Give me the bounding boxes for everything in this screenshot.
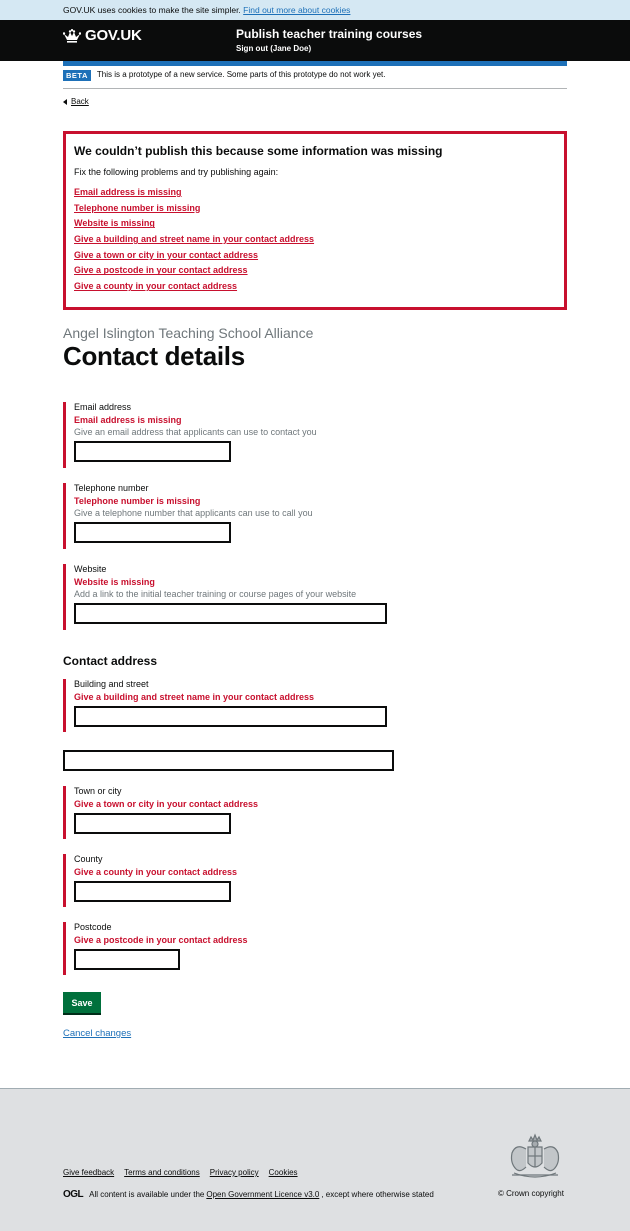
cookie-info-link[interactable]: Find out more about cookies: [243, 5, 351, 15]
telephone-form-group: [63, 483, 313, 549]
back-arrow-icon: [63, 99, 67, 105]
back-link-label: Back: [71, 97, 89, 106]
beta-tag: BETA: [63, 70, 91, 81]
email-error: Email address is missing: [74, 415, 182, 425]
building-label: Building and street: [74, 679, 149, 689]
county-label: County: [74, 854, 103, 864]
error-summary-title: We couldn’t publish this because some information was missing: [74, 144, 443, 158]
crown-icon: [63, 29, 81, 43]
cancel-changes-link[interactable]: Cancel changes: [63, 1028, 132, 1039]
county-input[interactable]: [74, 881, 231, 902]
back-link[interactable]: [63, 97, 89, 106]
phase-banner: [63, 70, 567, 89]
website-hint: Add a link to the initial teacher training or course pages of your website: [74, 589, 357, 599]
town-input[interactable]: [74, 813, 231, 834]
website-error: Website is missing: [74, 577, 155, 587]
service-name[interactable]: Publish teacher training courses: [236, 27, 423, 41]
licence-link[interactable]: Open Government Licence v3.0: [206, 1190, 320, 1199]
error-link-telephone[interactable]: Telephone number is missing: [74, 202, 201, 213]
postcode-label: Postcode: [74, 922, 112, 932]
county-form-group: [63, 854, 237, 907]
town-label: Town or city: [74, 786, 122, 796]
building-line2-input[interactable]: [63, 750, 394, 771]
postcode-form-group: [63, 922, 248, 975]
phase-banner-text: This is a prototype of a new service. Some parts of this prototype do not work yet.: [96, 70, 386, 79]
building-input[interactable]: [74, 706, 387, 727]
postcode-input[interactable]: [74, 949, 180, 970]
email-label: Email address: [74, 402, 132, 412]
header-blue-bar: [63, 61, 567, 66]
email-input[interactable]: [74, 441, 231, 462]
error-link-postcode[interactable]: Give a postcode in your contact address: [74, 265, 248, 276]
contact-address-heading: Contact address: [63, 654, 158, 668]
govuk-logo-link[interactable]: [63, 27, 142, 44]
crown-copyright-link[interactable]: © Crown copyright: [498, 1189, 564, 1198]
footer-link-cookies[interactable]: Cookies: [268, 1168, 298, 1177]
website-input[interactable]: [74, 603, 387, 624]
telephone-hint: Give a telephone number that applicants can use to call you: [74, 508, 313, 518]
save-button[interactable]: Save: [63, 992, 101, 1013]
building-form-group: [63, 679, 387, 732]
website-label: Website: [74, 564, 107, 574]
licence-suffix: , except where otherwise stated: [321, 1190, 434, 1199]
cookie-banner: [0, 0, 630, 20]
sign-out-link[interactable]: Sign out (Jane Doe): [236, 44, 312, 53]
page-title: Contact details: [63, 341, 245, 371]
site-header: [0, 20, 630, 61]
footer-link-terms[interactable]: Terms and conditions: [124, 1168, 200, 1177]
footer-licence: [63, 1189, 434, 1200]
website-form-group: [63, 564, 387, 630]
cookie-banner-text: GOV.UK uses cookies to make the site simpler.: [63, 5, 241, 15]
email-hint: Give an email address that applicants can use to contact you: [74, 427, 317, 437]
footer-link-privacy[interactable]: Privacy policy: [209, 1168, 259, 1177]
telephone-label: Telephone number: [74, 483, 149, 493]
town-error: Give a town or city in your contact address: [74, 799, 259, 809]
page-caption: Angel Islington Teaching School Alliance: [63, 325, 314, 341]
town-form-group: [63, 786, 258, 839]
footer-link-feedback[interactable]: Give feedback: [63, 1168, 115, 1177]
error-summary: [63, 131, 567, 310]
govuk-logo-text: GOV.UK: [85, 27, 142, 44]
ogl-logo-icon: OGL: [63, 1189, 84, 1200]
error-link-county[interactable]: Give a county in your contact address: [74, 281, 238, 292]
postcode-error: Give a postcode in your contact address: [74, 935, 248, 945]
telephone-input[interactable]: [74, 522, 231, 543]
error-summary-list: [74, 182, 556, 292]
error-link-town[interactable]: Give a town or city in your contact address: [74, 249, 259, 260]
licence-prefix: All content is available under the: [89, 1190, 205, 1199]
email-form-group: [63, 402, 317, 468]
error-link-website[interactable]: Website is missing: [74, 218, 155, 229]
error-summary-intro: Fix the following problems and try publishing again:: [74, 167, 279, 177]
footer-links: [63, 1168, 298, 1177]
error-link-building[interactable]: Give a building and street name in your contact address: [74, 234, 315, 245]
site-footer: [0, 1088, 630, 1231]
county-error: Give a county in your contact address: [74, 867, 238, 877]
building-error: Give a building and street name in your contact address: [74, 692, 315, 702]
royal-coat-of-arms-icon: [502, 1129, 568, 1183]
error-link-email[interactable]: Email address is missing: [74, 187, 182, 197]
telephone-error: Telephone number is missing: [74, 496, 201, 506]
